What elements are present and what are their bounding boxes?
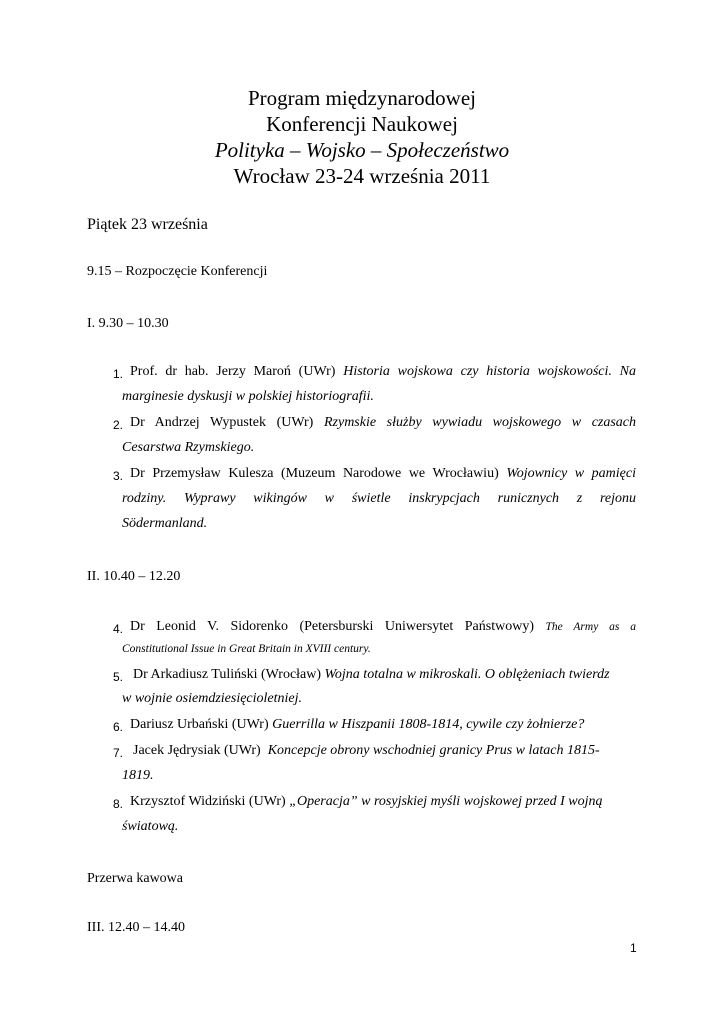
- talk-line: [130, 717, 636, 733]
- list-number: 2.: [113, 418, 124, 432]
- talk-title-continued: marginesie dyskusji w polskiej historiografii.: [122, 389, 374, 404]
- talk-title-continued: Constitutional Issue in Great Britain in XVIII century.: [122, 643, 371, 655]
- session-1-label: I. 9.30 – 10.30: [87, 316, 169, 331]
- opening-line: 9.15 – Rozpoczęcie Konferencji: [87, 264, 268, 279]
- coffee-break: Przerwa kawowa: [87, 871, 184, 886]
- title-line-1: Program międzynarodowej: [247, 86, 477, 110]
- talk-title-continued: w wojnie osiemdziesięcioletniej.: [122, 691, 303, 706]
- page-number: 1: [630, 941, 637, 955]
- talk-title: The Army as a: [545, 621, 636, 633]
- talk-line: [133, 743, 639, 759]
- talk-title: Koncepcje obrony wschodniej granicy Prus w latach 1815-: [267, 743, 600, 758]
- session-3-label: III. 12.40 – 14.40: [87, 920, 185, 935]
- talk-speaker: Dr Andrzej Wypustek (UWr): [130, 415, 314, 430]
- talk-line: [130, 466, 636, 482]
- list-number: 1.: [113, 367, 124, 381]
- talk-speaker: Jacek Jędrysiak (UWr): [133, 743, 261, 758]
- talk-title: Wojna totalna w mikroskali. O oblężeniach twierdz: [324, 667, 610, 682]
- day-heading: Piątek 23 września: [87, 216, 208, 233]
- list-number: 8.: [113, 797, 124, 811]
- title-line-2: Konferencji Naukowej: [266, 112, 458, 136]
- talk-title-continued: rodziny. Wyprawy wikingów w świetle inskrypcjach runicznych z rejonu: [122, 491, 636, 506]
- talk-line: [130, 794, 636, 810]
- talk-speaker: Dr Przemysław Kulesza (Muzeum Narodowe we Wrocławiu): [130, 466, 499, 481]
- list-number: 5.: [113, 670, 124, 684]
- talk-speaker: Dariusz Urbański (UWr): [130, 717, 269, 732]
- talk-speaker: Dr Arkadiusz Tuliński (Wrocław): [133, 667, 322, 682]
- talk-title: Rzymskie służby wywiadu wojskowego w czasach: [323, 415, 637, 430]
- talk-title: Historia wojskowa czy historia wojskowości. Na: [343, 364, 636, 379]
- talk-speaker: Prof. dr hab. Jerzy Maroń (UWr): [130, 364, 336, 379]
- talk-line: [130, 415, 636, 431]
- talk-title-continued: 1819.: [122, 768, 154, 783]
- talk-title-continued: światową.: [122, 819, 179, 834]
- list-number: 4.: [113, 622, 124, 636]
- conference-theme: Polityka – Wojsko – Społeczeństwo: [214, 138, 510, 162]
- talk-title: Wojownicy w pamięci: [506, 466, 637, 481]
- talk-line: [133, 667, 639, 683]
- conference-date: Wrocław 23-24 września 2011: [233, 164, 491, 188]
- list-number: 6.: [113, 720, 124, 734]
- talk-line: [130, 364, 636, 380]
- talk-speaker: Krzysztof Widziński (UWr): [130, 794, 286, 809]
- talk-speaker: Dr Leonid V. Sidorenko (Petersburski Uniwersytet Państwowy): [130, 619, 534, 634]
- session-2-label: II. 10.40 – 12.20: [87, 569, 181, 584]
- talk-line: [130, 619, 636, 635]
- talk-title-continued: Södermanland.: [122, 516, 208, 531]
- list-number: 7.: [113, 746, 124, 760]
- list-number: 3.: [113, 469, 124, 483]
- talk-title: Guerrilla w Hiszpanii 1808-1814, cywile czy żołnierze?: [272, 717, 585, 732]
- talk-title: „Operacja” w rosyjskiej myśli wojskowej przed I wojną: [289, 794, 603, 809]
- talk-title-continued: Cesarstwa Rzymskiego.: [122, 440, 255, 455]
